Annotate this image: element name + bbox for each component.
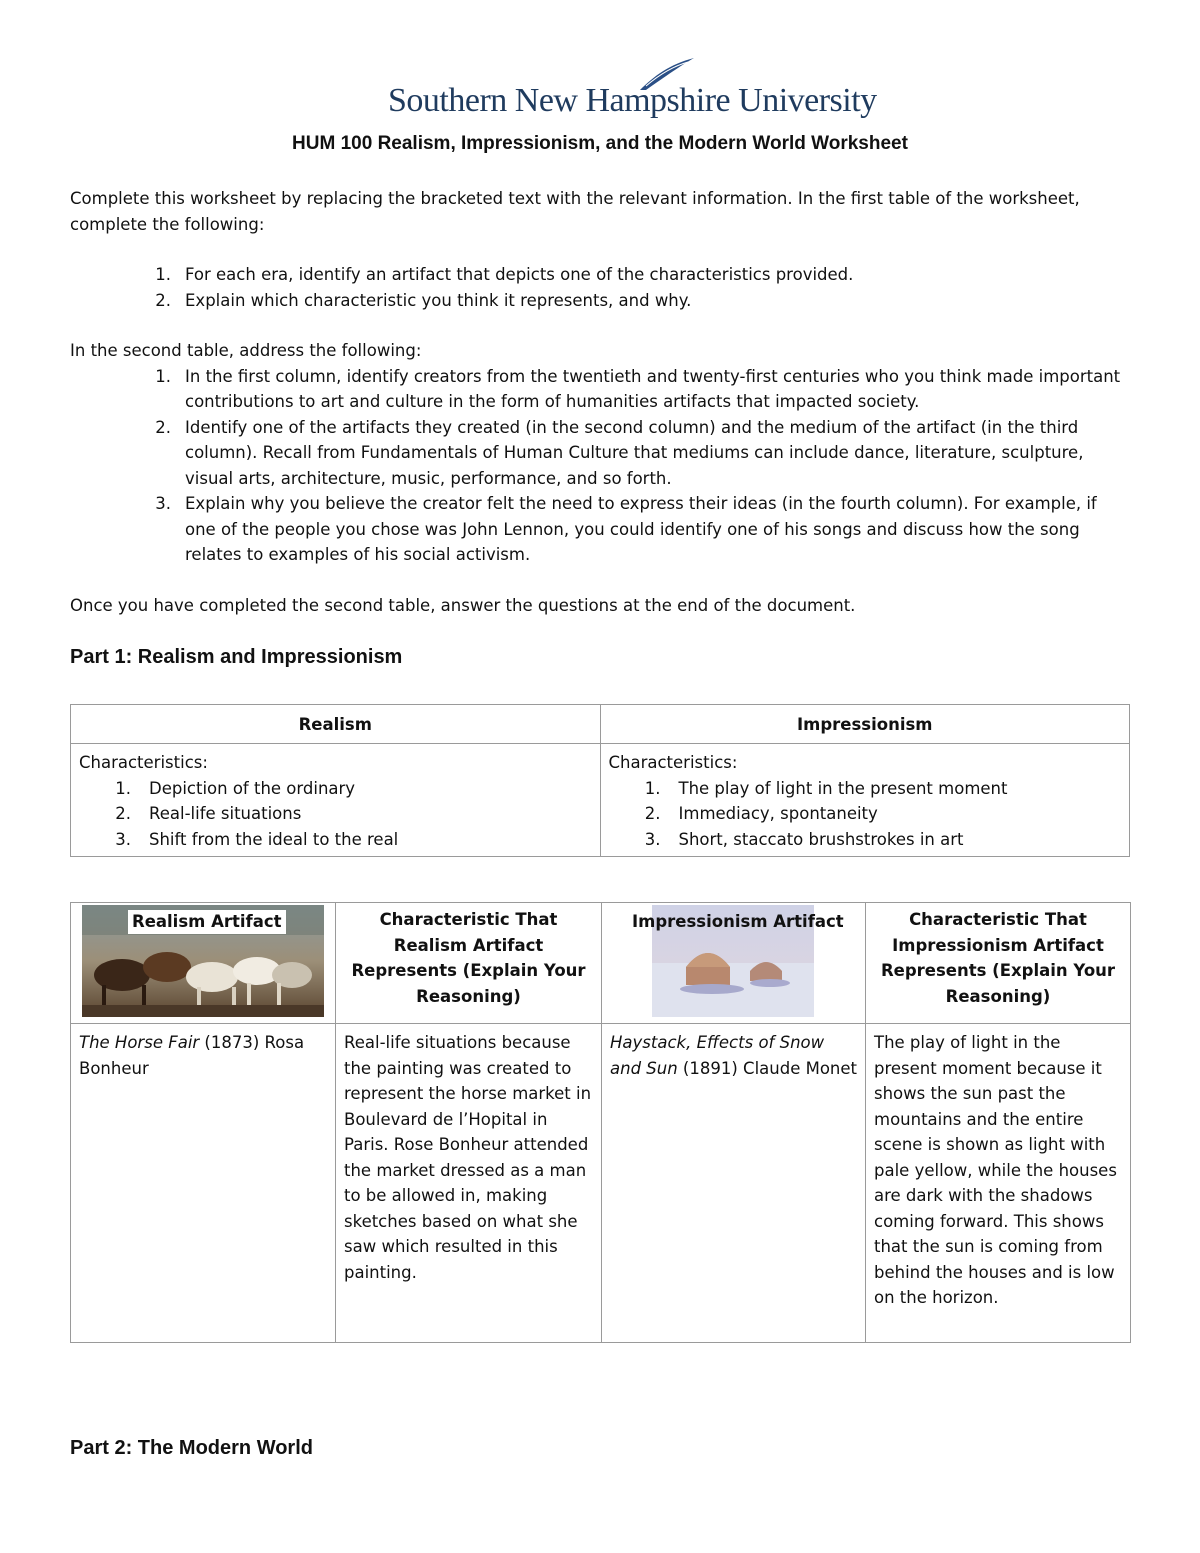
part1-heading: Part 1: Realism and Impressionism bbox=[70, 646, 403, 668]
artifacts-table bbox=[70, 902, 1131, 1343]
university-logo bbox=[388, 56, 877, 126]
list-item: 1. The play of light in the present moment bbox=[644, 778, 1008, 798]
impressionism-artifact-cell bbox=[602, 1024, 866, 1343]
realism-reasoning-cell: Real-life situations because the painting was created to represent the horse market in Boulevard de l’Hopital in Paris. Rose Bonheur attended the market dressed as a man to be allowed in, making sketches based on what she saw which resulted in this painting. bbox=[336, 1024, 602, 1343]
realism-artifact-title: The Horse Fair bbox=[79, 1033, 200, 1052]
realism-artifact-cell bbox=[71, 1024, 336, 1343]
instructions-paragraph-3: Once you have completed the second table, answer the questions at the end of the document. bbox=[70, 595, 856, 615]
list-item: 3. Short, staccato brushstrokes in art bbox=[644, 829, 964, 849]
list-item: 1. Depiction of the ordinary bbox=[115, 778, 356, 798]
instructions-paragraph-2: In the second table, address the following: bbox=[70, 341, 422, 360]
realism-reasoning-header: Characteristic That Realism Artifact Represents (Explain Your Reasoning) bbox=[336, 903, 602, 1024]
instructions-paragraph-1: Complete this worksheet by replacing the bracketed text with the relevant information. In the first table of the worksheet, complete the following: bbox=[70, 189, 1080, 234]
list-item: 3. Shift from the ideal to the real bbox=[115, 829, 399, 849]
list-item: 2. Immediacy, spontaneity bbox=[644, 804, 878, 823]
part2-heading: Part 2: The Modern World bbox=[70, 1437, 313, 1459]
table-header-realism: Realism bbox=[71, 705, 601, 744]
instructions-list-2 bbox=[70, 364, 1130, 568]
realism-artifact-label: Realism Artifact bbox=[128, 910, 286, 934]
list-item: 2. Identify one of the artifacts they created (in the second column) and the medium of the artifact (in the third column). Recall from Fundamentals of Human Culture that mediums can include dance, literature, sculpture, visual arts, architecture, music, performance, and so forth. bbox=[155, 417, 1084, 488]
impressionism-artifact-title: Haystack, Effects of Snow and Sun bbox=[610, 1033, 825, 1078]
impressionism-characteristics-list bbox=[609, 776, 1122, 853]
worksheet-title: HUM 100 Realism, Impressionism, and the Modern World Worksheet bbox=[292, 133, 908, 154]
list-item: 1. For each era, identify an artifact that depicts one of the characteristics provided. bbox=[155, 265, 854, 284]
instructions bbox=[70, 186, 1130, 618]
list-item: 2. Real-life situations bbox=[115, 804, 302, 823]
list-item: 1. In the first column, identify creators from the twentieth and twenty-first centuries who you think made important contributions to art and culture in the form of humanities artifacts that impacted society. bbox=[155, 366, 1121, 411]
impressionism-reasoning-cell: The play of light in the present moment because it shows the sun past the mountains and the entire scene is shown as light with pale yellow, while the houses are dark with the shadows coming forward. This shows that the sun is coming from behind the houses and is low on the horizon. bbox=[866, 1024, 1131, 1343]
impressionism-artifact-details: (1891) Claude Monet bbox=[677, 1058, 857, 1078]
realism-artifact-details: (1873) Rosa Bonheur bbox=[79, 1033, 305, 1078]
list-item: 3. Explain why you believe the creator felt the need to express their ideas (in the fourth column). For example, if one of the people you chose was John Lennon, you could identify one of his songs and discuss how the song relates to examples of his social activism. bbox=[155, 494, 1097, 564]
impressionism-artifact-header bbox=[602, 903, 866, 1024]
realism-characteristics-list bbox=[79, 776, 592, 853]
university-name: Southern New Hampshire University bbox=[388, 82, 877, 119]
realism-artifact-header bbox=[71, 903, 336, 1024]
table-header-impressionism: Impressionism bbox=[600, 705, 1130, 744]
impressionism-characteristics-cell: Characteristics: 1. The play of light in the present moment 2. Immediacy, spontaneity 3. Short, staccato brushstrokes in art bbox=[600, 744, 1130, 857]
realism-characteristics-cell: Characteristics: 1. Depiction of the ordinary 2. Real-life situations 3. Shift from the ideal to the real bbox=[71, 744, 601, 857]
impressionism-reasoning-header: Characteristic That Impressionism Artifact Represents (Explain Your Reasoning) bbox=[866, 903, 1131, 1024]
list-item: 2. Explain which characteristic you think it represents, and why. bbox=[155, 290, 692, 310]
impressionism-artifact-label: Impressionism Artifact bbox=[632, 912, 844, 931]
characteristics-table bbox=[70, 704, 1130, 857]
instructions-list-1 bbox=[70, 262, 1130, 313]
